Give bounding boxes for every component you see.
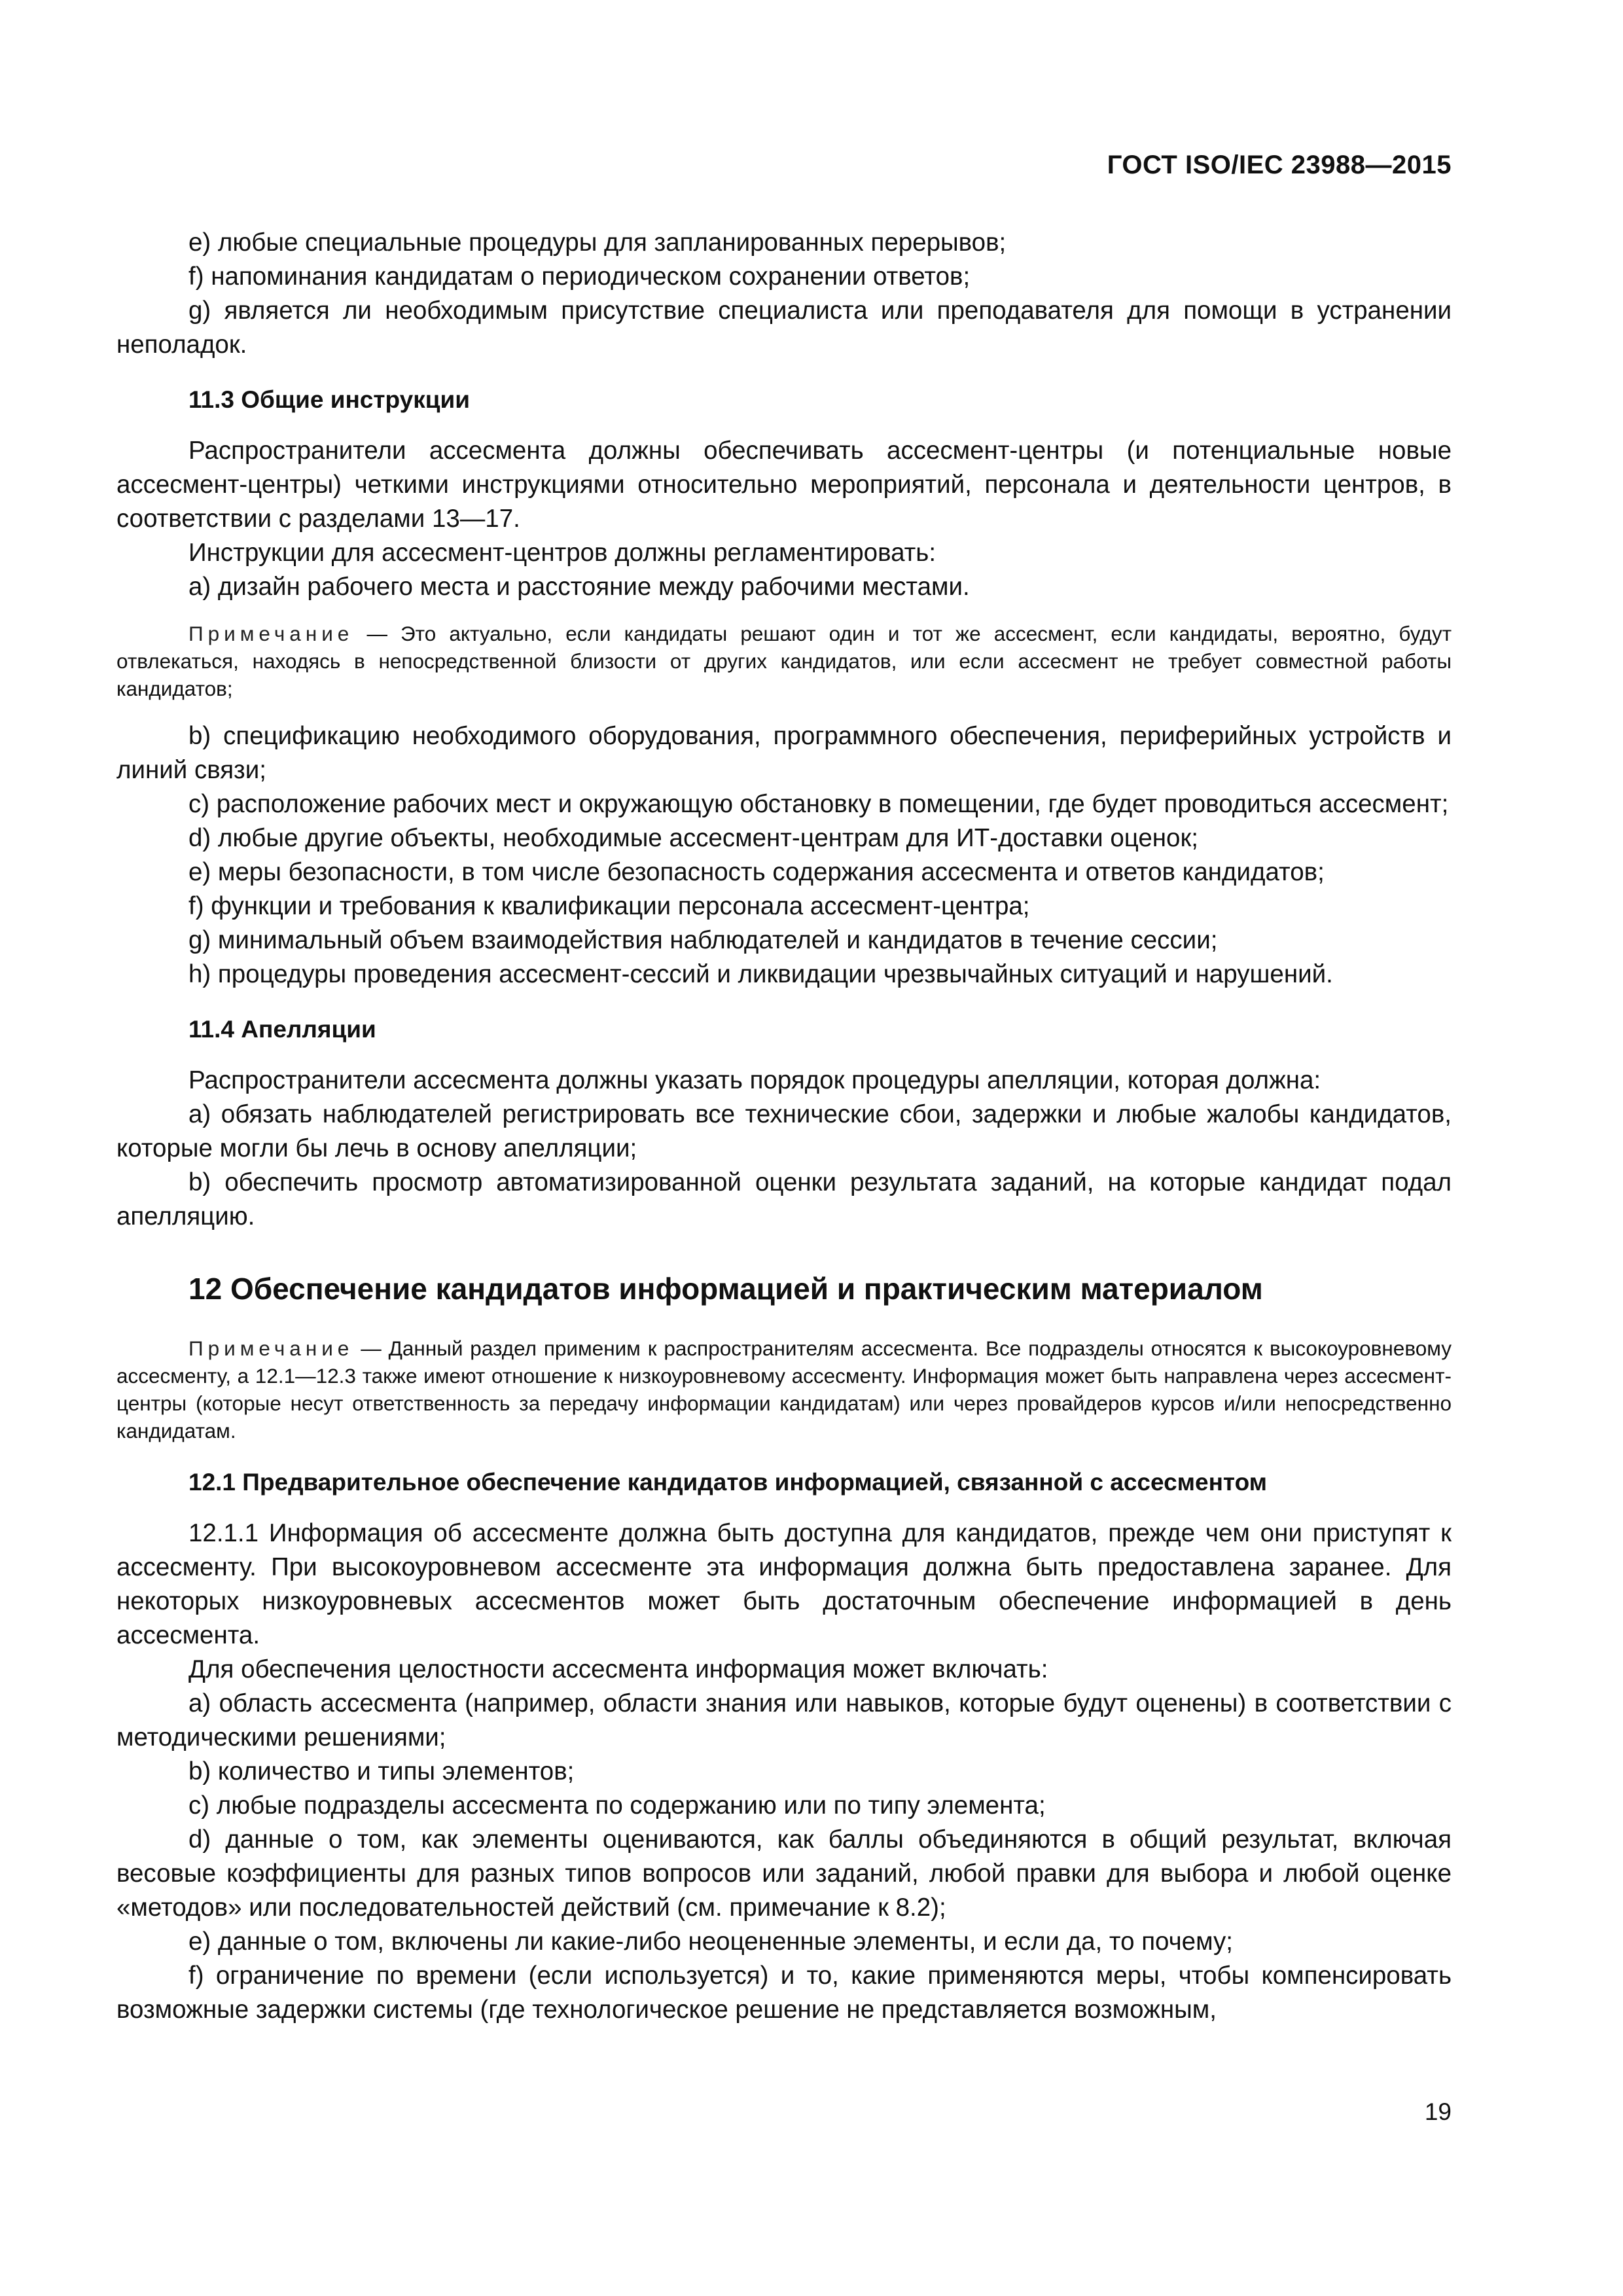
list-item: а) область ассесмента (например, области знания или навыков, которые будут оценены) в соответствии с методическими решениями;	[116, 1689, 1452, 1751]
list-item: g) минимальный объем взаимодействия наблюдателей и кандидатов в течение сессии;	[188, 926, 1218, 954]
list-item: b) количество и типы элементов;	[188, 1757, 575, 1785]
paragraph: Для обеспечения целостности ассесмента информация может включать:	[188, 1655, 1048, 1683]
list-item: b) спецификацию необходимого оборудования, программного обеспечения, периферийных устройств и линий связи;	[116, 722, 1452, 784]
list-item: f) напоминания кандидатам о периодическом сохранении ответов;	[188, 262, 971, 291]
note-text: — Это актуально, если кандидаты решают один и тот же ассесмент, если кандидаты, вероятно, будут отвлекаться, находясь в непосредственной близости от других кандидатов, или если ассесмент не требует совместной работы кандидатов;	[116, 622, 1452, 700]
paragraph: Распространители ассесмента должны обеспечивать ассесмент-центры (и потенциальные новые ассесмент-центры) четкими инструкциями относительно мероприятий, персонала и деятельности центров, в соответствии с разделами 13—17.	[116, 437, 1452, 533]
list-item: f) функции и требования к квалификации персонала ассесмент-центра;	[188, 892, 1030, 920]
document-header: ГОСТ ISO/IEC 23988—2015	[1107, 151, 1452, 179]
list-item: с) расположение рабочих мест и окружающую обстановку в помещении, где будет проводиться ассесмент;	[188, 790, 1449, 818]
list-item: е) данные о том, включены ли какие-либо неоцененные элементы, и если да, то почему;	[188, 1928, 1233, 1956]
list-item: а) дизайн рабочего места и расстояние между рабочими местами.	[188, 573, 970, 601]
list-item: е) любые специальные процедуры для запланированных перерывов;	[188, 228, 1007, 257]
list-item: е) меры безопасности, в том числе безопасность содержания ассесмента и ответов кандидатов;	[188, 858, 1325, 886]
section-heading-12-1: 12.1 Предварительное обеспечение кандидатов информацией, связанной с ассесментом	[188, 1469, 1268, 1496]
list-item: b) обеспечить просмотр автоматизированной оценки результата заданий, на которые кандидат подал апелляцию.	[116, 1168, 1452, 1230]
page-number: 19	[1424, 2098, 1452, 2125]
section-heading-12: 12 Обеспечение кандидатов информацией и практическим материалом	[188, 1272, 1263, 1306]
section-heading-11-4: 11.4 Апелляции	[188, 1016, 376, 1043]
document-page	[116, 0, 1452, 2296]
note-label: Примечание	[188, 1336, 354, 1360]
list-item: а) обязать наблюдателей регистрировать все технические сбои, задержки и любые жалобы кандидатов, которые могли бы лечь в основу апелляции;	[116, 1100, 1452, 1162]
note	[116, 1335, 1452, 1444]
list-item: f) ограничение по времени (если используется) и то, какие применяются меры, чтобы компенсировать возможные задержки системы (где технологическое решение не представляется возможным,	[116, 1962, 1452, 2024]
note-label: Примечание	[188, 622, 354, 645]
list-item: d) любые другие объекты, необходимые ассесмент-центрам для ИТ-доставки оценок;	[188, 824, 1199, 852]
list-item: d) данные о том, как элементы оцениваются, как баллы объединяются в общий результат, включая весовые коэффициенты для разных типов вопросов или заданий, любой правки для выбора и любой оценке «методов» или последовательностей действий (см. примечание к 8.2);	[116, 1825, 1452, 1922]
list-item: с) любые подразделы ассесмента по содержанию или по типу элемента;	[188, 1791, 1046, 1820]
page-content	[116, 226, 1452, 2027]
section-heading-11-3: 11.3 Общие инструкции	[188, 386, 470, 413]
note-text: — Данный раздел применим к распространителям ассесмента. Все подразделы относятся к высокоуровневому ассесменту, а 12.1—12.3 также имеют отношение к низкоуровневому ассесменту. Информация может быть направлена через ассесмент-центры (которые несут ответственность за передачу информации кандидатам) или через провайдеров курсов и/или непосредственно кандидатам.	[116, 1336, 1452, 1443]
paragraph: 12.1.1 Информация об ассесменте должна быть доступна для кандидатов, прежде чем они приступят к ассесменту. При высокоуровневом ассесменте эта информация должна быть предоставлена заранее. Для некоторых низкоуровневых ассесментов может быть достаточным обеспечение информацией в день ассесмента.	[116, 1519, 1452, 1649]
list-item: h) процедуры проведения ассесмент-сессий и ликвидации чрезвычайных ситуаций и нарушений.	[188, 960, 1333, 988]
paragraph: Инструкции для ассесмент-центров должны регламентировать:	[188, 539, 936, 567]
note	[116, 620, 1452, 702]
list-item: g) является ли необходимым присутствие специалиста или преподавателя для помощи в устранении неполадок.	[116, 296, 1452, 359]
paragraph: Распространители ассесмента должны указать порядок процедуры апелляции, которая должна:	[188, 1066, 1321, 1094]
